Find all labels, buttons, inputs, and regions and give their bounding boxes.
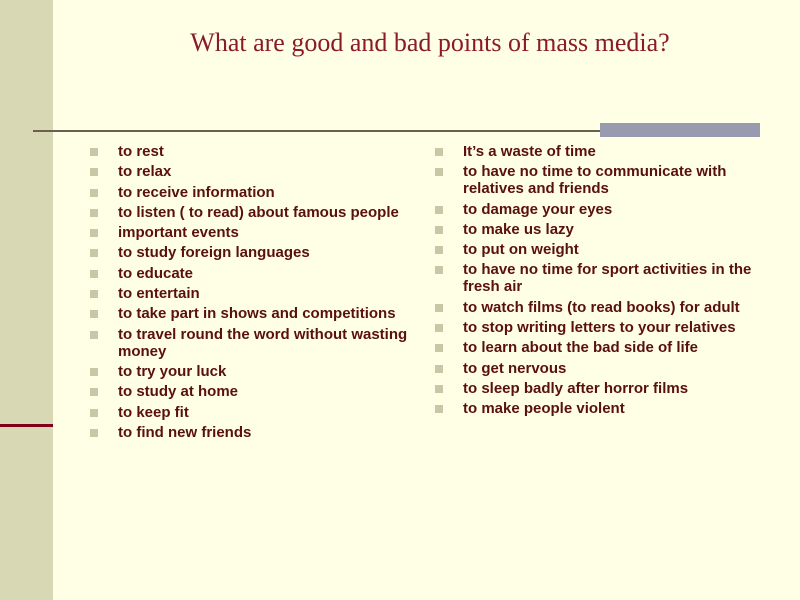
list-item: to study foreign languages [90,244,410,261]
square-bullet-icon [435,405,443,413]
list-item: to have no time for sport activities in the fresh air [435,261,765,295]
list-item: to find new friends [90,424,410,441]
square-bullet-icon [435,148,443,156]
square-bullet-icon [90,189,98,197]
square-bullet-icon [435,324,443,332]
list-item: to make us lazy [435,221,765,238]
list-item: to sleep badly after horror films [435,380,765,397]
list-item: to try your luck [90,363,410,380]
square-bullet-icon [435,206,443,214]
list-item: to keep fit [90,404,410,421]
list-item: to watch films (to read books) for adult [435,299,765,316]
square-bullet-icon [90,388,98,396]
square-bullet-icon [435,168,443,176]
square-bullet-icon [90,368,98,376]
list-item: to make people violent [435,400,765,417]
list-item: to study at home [90,383,410,400]
square-bullet-icon [435,385,443,393]
square-bullet-icon [90,249,98,257]
good-points-list [90,143,410,444]
square-bullet-icon [435,226,443,234]
list-item: to put on weight [435,241,765,258]
square-bullet-icon [435,304,443,312]
list-item: to stop writing letters to your relatives [435,319,765,336]
list-item: important events [90,224,410,241]
divider-accent-block [600,123,760,137]
square-bullet-icon [435,344,443,352]
list-item: to take part in shows and competitions [90,305,410,322]
square-bullet-icon [435,246,443,254]
square-bullet-icon [90,310,98,318]
list-item: to relax [90,163,410,180]
list-item: to travel round the word without wasting money [90,326,410,360]
list-item: to receive information [90,184,410,201]
square-bullet-icon [435,365,443,373]
square-bullet-icon [90,209,98,217]
square-bullet-icon [90,429,98,437]
left-decorative-band [0,0,53,600]
list-item: to rest [90,143,410,160]
square-bullet-icon [90,148,98,156]
square-bullet-icon [90,270,98,278]
square-bullet-icon [90,331,98,339]
square-bullet-icon [435,266,443,274]
list-item: to get nervous [435,360,765,377]
square-bullet-icon [90,409,98,417]
square-bullet-icon [90,229,98,237]
list-item: to listen ( to read) about famous people [90,204,410,221]
list-item: to have no time to communicate with relatives and friends [435,163,765,197]
bad-points-list [435,143,765,421]
square-bullet-icon [90,290,98,298]
list-item: to damage your eyes [435,201,765,218]
list-item: to learn about the bad side of life [435,339,765,356]
square-bullet-icon [90,168,98,176]
slide-title: What are good and bad points of mass media? [190,28,670,57]
list-item: to educate [90,265,410,282]
list-item: It’s a waste of time [435,143,765,160]
left-band-accent-line [0,424,53,427]
list-item: to entertain [90,285,410,302]
